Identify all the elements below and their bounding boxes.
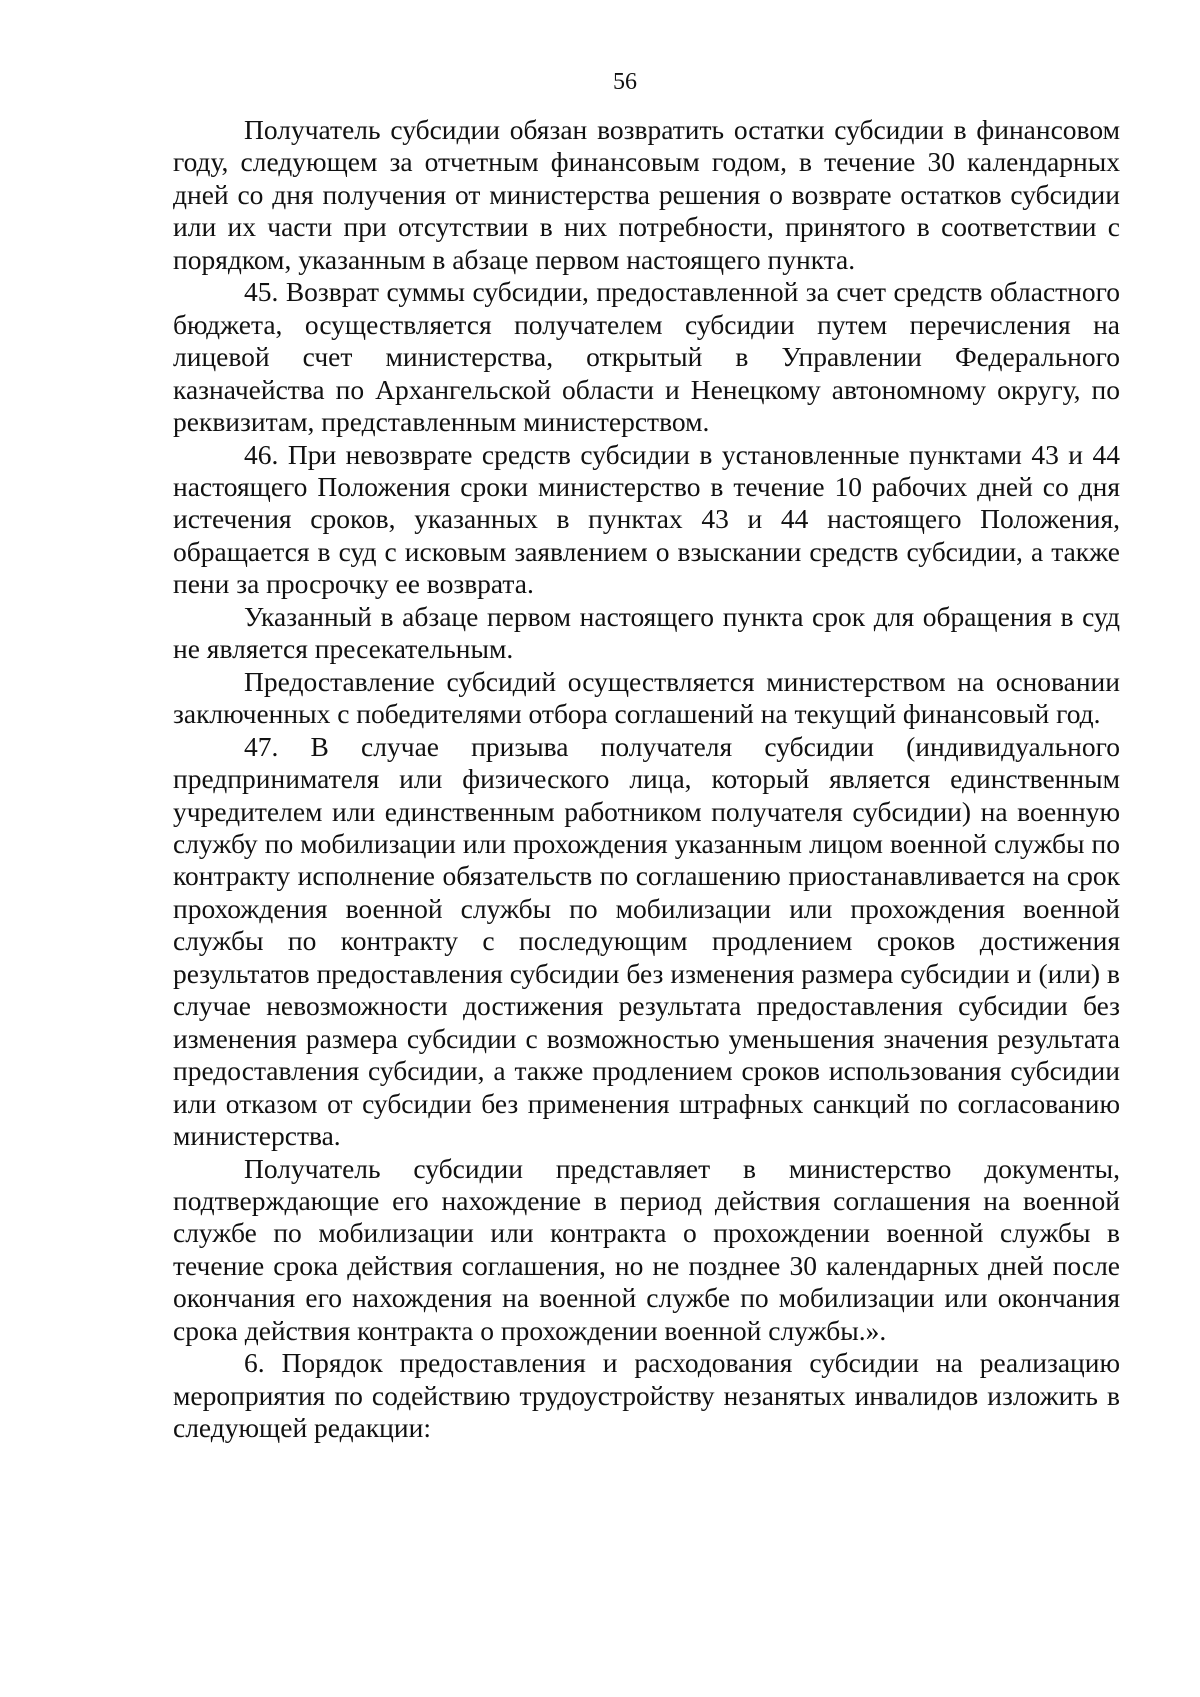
- paragraph-45: 45. Возврат суммы субсидии, предоставленной за счет средств областного бюджета, осуществляется получателем субсидии путем перечисления на лицевой счет министерства, открытый в Управлении Федерального казначейства по Архангельской области и Ненецкому автономному округу, по реквизитам, представленным министерством.: [173, 276, 1120, 438]
- paragraph-subsidy-provision: Предоставление субсидий осуществляется министерством на основании заключенных с победителями отбора соглашений на текущий финансовый год.: [173, 665, 1120, 730]
- document-body: [173, 114, 1120, 1445]
- paragraph-6: 6. Порядок предоставления и расходования субсидии на реализацию мероприятия по содействию трудоустройству незанятых инвалидов изложить в следующей редакции:: [173, 1347, 1120, 1444]
- paragraph-documents: Получатель субсидии представляет в министерство документы, подтверждающие его нахождение в период действия соглашения на военной службе по мобилизации или контракта о прохождении военной службы в течение срока действия соглашения, но не позднее 30 календарных дней после окончания его нахождения на военной службе по мобилизации или окончания срока действия контракта о прохождении военной службы.».: [173, 1152, 1120, 1346]
- paragraph-46: 46. При невозврате средств субсидии в установленные пунктами 43 и 44 настоящего Положения сроки министерство в течение 10 рабочих дней со дня истечения сроков, указанных в пунктах 43 и 44 настоящего Положения, обращается в суд с исковым заявлением о взыскании средств субсидии, а также пени за просрочку ее возврата.: [173, 438, 1120, 600]
- paragraph-47: 47. В случае призыва получателя субсидии (индивидуального предпринимателя или физического лица, который является единственным учредителем или единственным работником получателя субсидии) на военную службу по мобилизации или прохождения указанным лицом военной службы по контракту исполнение обязательств по соглашению приостанавливается на срок прохождения военной службы по мобилизации или прохождения военной службы по контракту с последующим продлением сроков достижения результатов предоставления субсидии без изменения размера субсидии и (или) в случае невозможности достижения результата предоставления субсидии без изменения размера субсидии с возможностью уменьшения значения результата предоставления субсидии, а также продлением сроков использования субсидии или отказом от субсидии без применения штрафных санкций по согласованию министерства.: [173, 730, 1120, 1152]
- paragraph-refund-remainder: Получатель субсидии обязан возвратить остатки субсидии в финансовом году, следующем за отчетным финансовым годом, в течение 30 календарных дней со дня получения от министерства решения о возврате остатков субсидии или их части при отсутствии в них потребности, принятого в соответствии с порядком, указанным в абзаце первом настоящего пункта.: [173, 114, 1120, 275]
- paragraph-deadline-note: Указанный в абзаце первом настоящего пункта срок для обращения в суд не является пресекательным.: [173, 600, 1120, 665]
- page-number: 56: [613, 69, 637, 95]
